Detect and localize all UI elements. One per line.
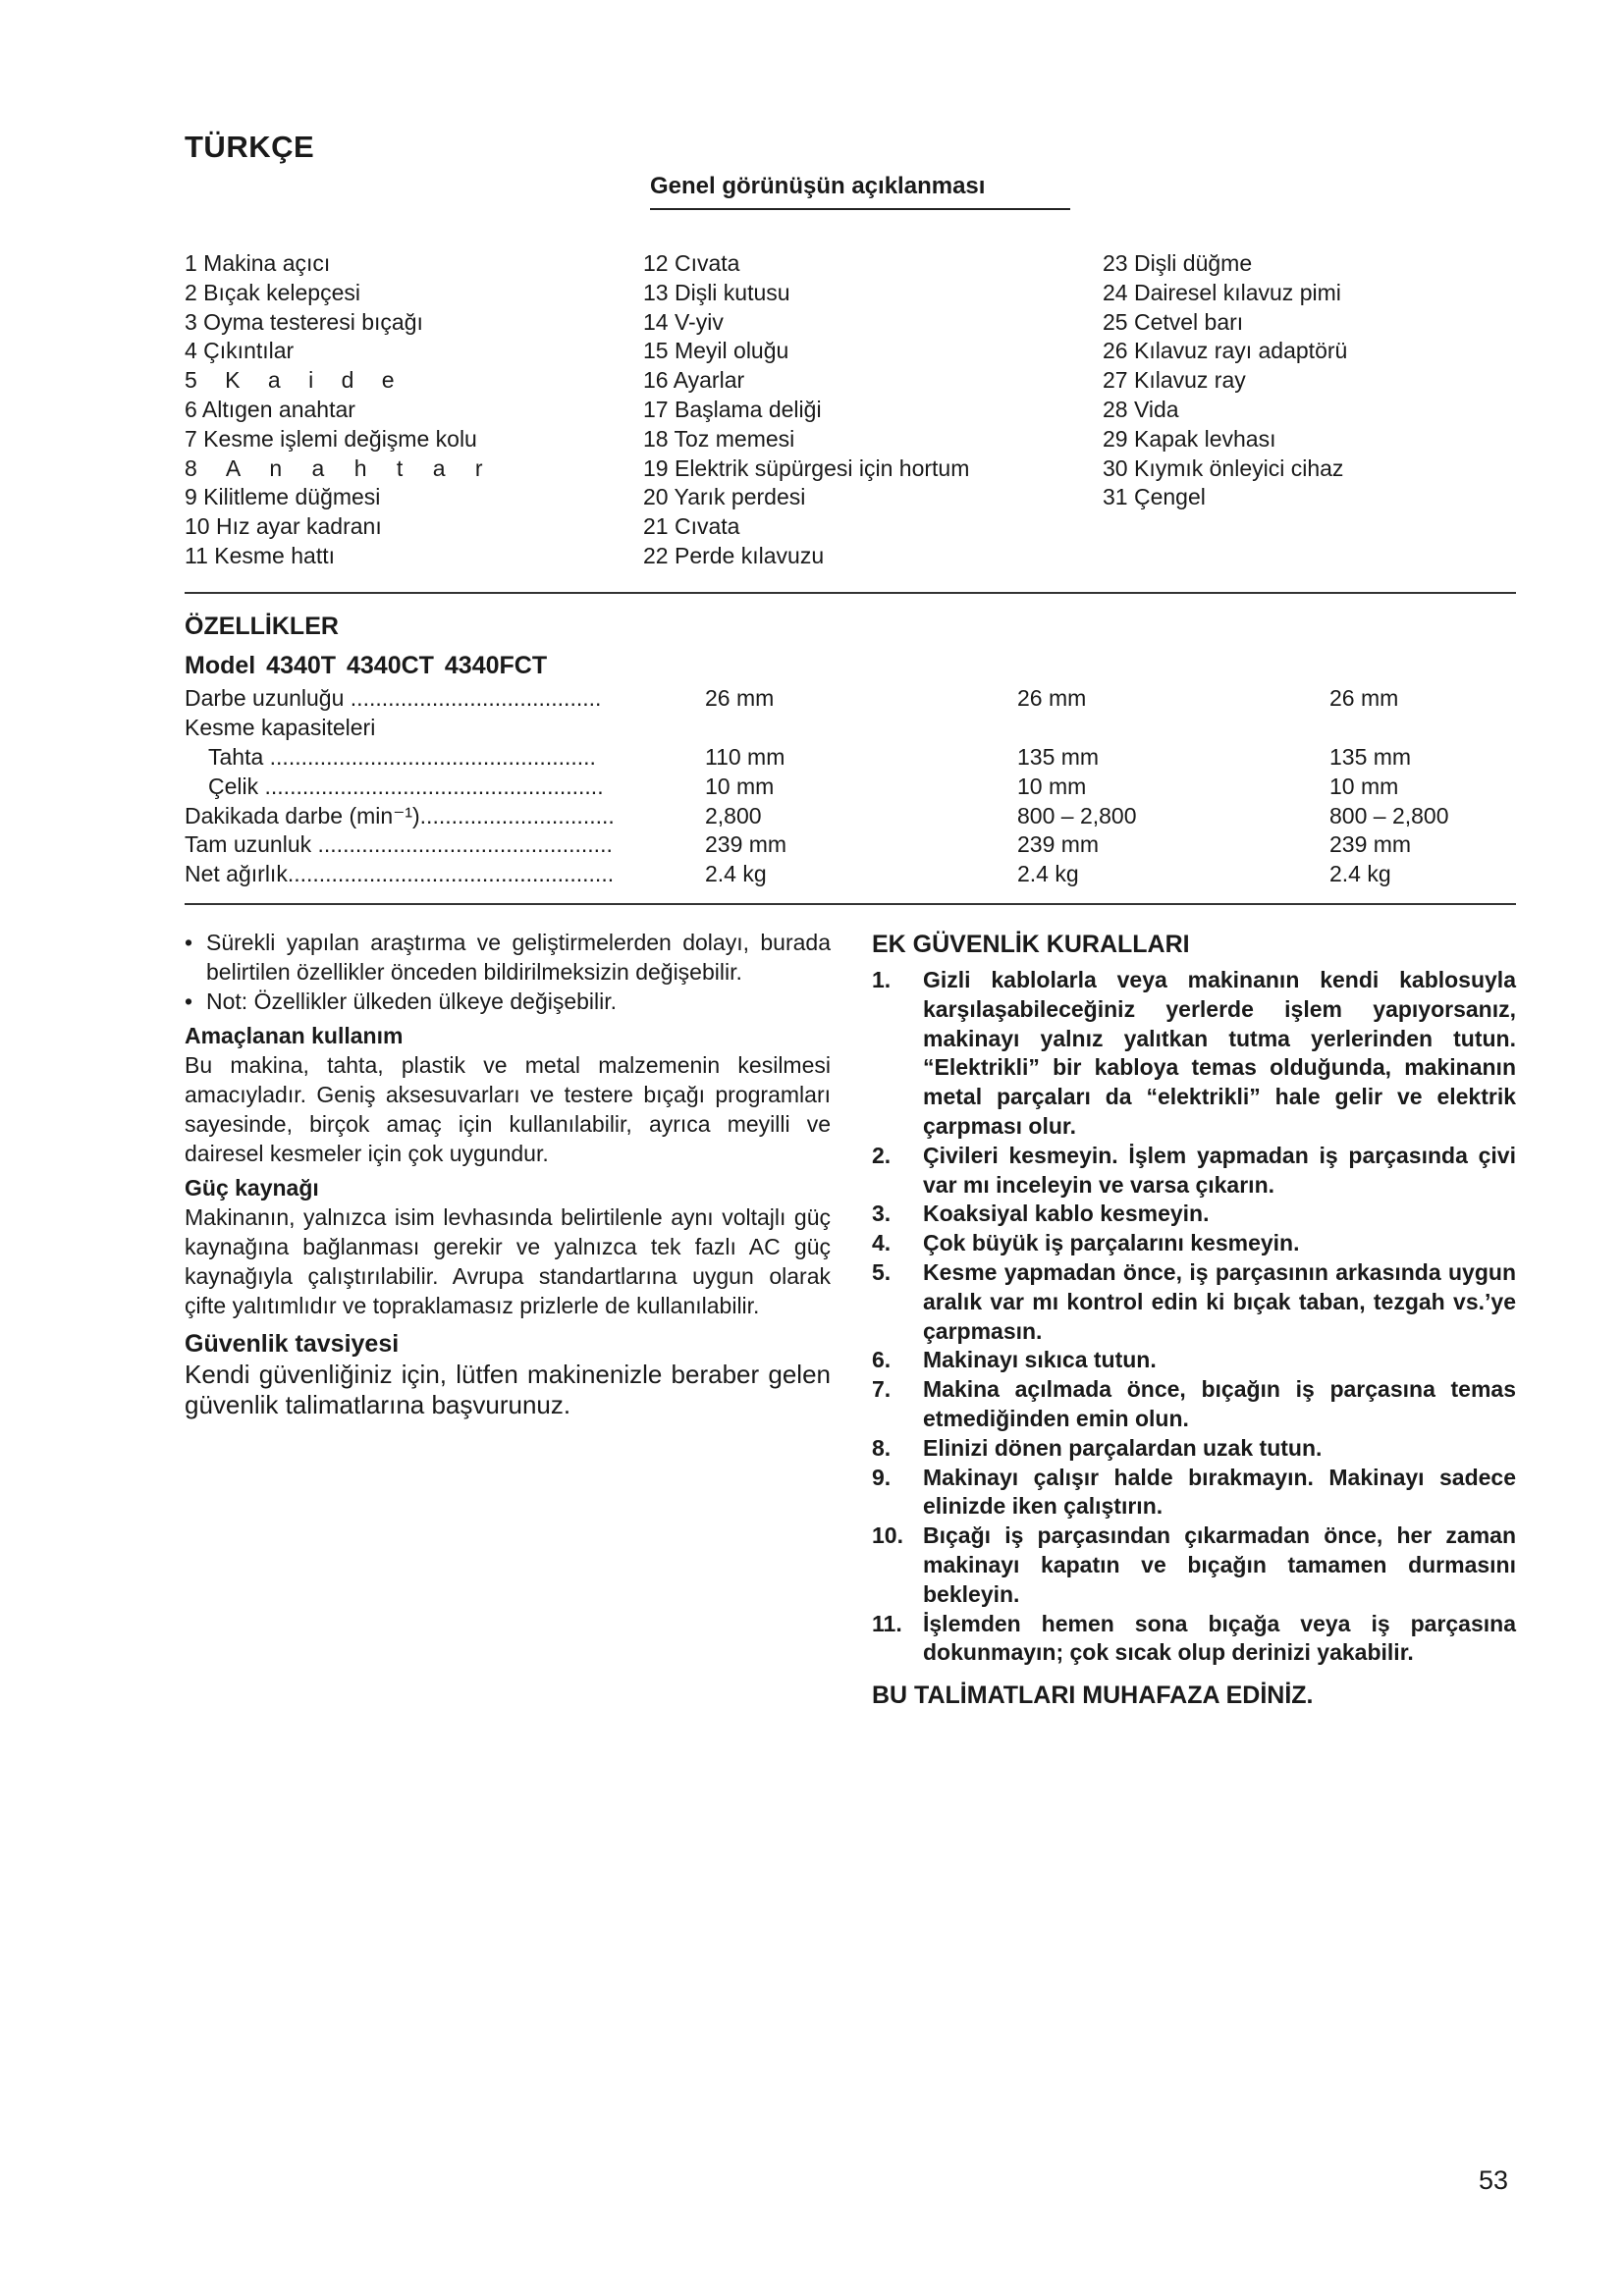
rule-number: 8. [872,1434,892,1461]
rule-number: 3. [872,1201,892,1227]
legend-item: 29 Kapak levhası [1103,425,1276,452]
legend-item: 16 Ayarlar [643,367,745,394]
legend-item: 22 Perde kılavuzu [643,542,825,568]
rule-item [872,1200,1516,1229]
rule-item [872,1142,1516,1201]
spec-value: 2.4 kg [1329,861,1391,886]
legend-item: 26 Kılavuz rayı adaptörü [1103,338,1348,364]
spec-row [185,801,1516,830]
rule-text: Makinayı çalışır halde bırakmayın. Makinayı sadece elinizde iken çalıştırın. [923,1464,1516,1520]
rule-item [872,966,1516,1142]
safety-advice-text: Kendi güvenliğiniz için, lütfen makinenizle beraber gelen güvenlik talimatlarına başvurunuz. [185,1360,831,1420]
rule-text: Bıçağı iş parçasından çıkarmadan önce, her zaman makinayı kapatın ve bıçağın tamamen durmasını bekleyin. [923,1522,1516,1607]
legend-item: 24 Dairesel kılavuz pimi [1103,279,1341,305]
rule-text: Gizli kablolarla veya makinanın kendi kablosuyla karşılaşabileceğiniz yerlerde işlem yapıyorsanız, makinayı yalnız yalıtkan tutma yerlerinden tutun. “Elektrikli” bir kabloya temas olduğunda, makinanın metal parçaları da “elektrikli” hale gelir ve elektrik çarpması olur. [923,967,1516,1139]
spec-label: Tam uzunluk ............................................... [185,831,613,857]
section-title: Genel görünüşün açıklanması [650,173,986,199]
rule-item [872,1434,1516,1464]
rule-number: 1. [872,967,892,992]
spec-value: 239 mm [1329,831,1412,857]
legend-item: 4 Çıkıntılar [185,338,295,364]
legend-item: 13 Dişli kutusu [643,279,790,305]
rule-item [872,1346,1516,1375]
spec-value: 110 mm [705,744,785,770]
rule-number: 9. [872,1464,892,1490]
rule-number: 6. [872,1347,892,1373]
spec-value: 800 – 2,800 [1017,803,1137,828]
rule-text: Makinayı sıkıca tutun. [923,1347,1157,1373]
specs-title: ÖZELLİKLER [185,613,339,640]
legend-item: 28 Vida [1103,396,1179,422]
rule-number: 7. [872,1376,892,1403]
legend-item: 20 Yarık perdesi [643,484,806,510]
power-supply-title: Güç kaynağı [185,1175,319,1201]
section-title-underline [650,208,1070,210]
specs-model-line: Model 4340T 4340CT 4340FCT [185,652,548,679]
legend-item: 23 Dişli düğme [1103,250,1253,276]
spec-label: Çelik ...................................................... [208,774,604,799]
legend-item: 14 V-yiv [643,308,724,335]
legend-column-2 [643,249,1105,571]
note-bullet [185,929,831,988]
divider [185,903,1516,905]
legend-item: 2 Bıçak kelepçesi [185,279,360,305]
spec-value: 10 mm [1329,774,1399,799]
legend-item: 1 Makina açıcı [185,250,331,276]
spec-row [185,829,1516,859]
spec-value: 10 mm [1017,774,1087,799]
rule-text: Çok büyük iş parçalarını kesmeyin. [923,1230,1300,1256]
rule-number: 11. [872,1610,902,1636]
rule-item [872,1258,1516,1346]
rule-text: Koaksiyal kablo kesmeyin. [923,1201,1210,1227]
safety-advice-title: Güvenlik tavsiyesi [185,1330,400,1359]
spec-label: Darbe uzunluğu ........................................ [185,685,602,711]
legend-item: 27 Kılavuz ray [1103,367,1246,394]
spec-label: Net ağırlık.................................................... [185,861,615,886]
rule-item [872,1375,1516,1434]
intended-use-title: Amaçlanan kullanım [185,1023,404,1049]
legend-column-1 [185,249,617,571]
spec-label: Kesme kapasiteleri [185,715,376,740]
spec-row [185,683,1516,713]
spec-label: Tahta .................................................... [208,744,596,770]
rule-item [872,1610,1516,1669]
legend-column-3 [1103,249,1535,512]
intended-use-text: Bu makina, tahta, plastik ve metal malzemenin kesilmesi amacıyladır. Geniş aksesuvarları ve testere bıçağı programları sayesinde, birçok amaç için kullanılabilir, ayrıca meyilli ve dairesel kesmeler için çok uygundur. [185,1052,831,1166]
rule-number: 2. [872,1142,892,1168]
spec-value: 800 – 2,800 [1329,803,1449,828]
legend-item: 7 Kesme işlemi değişme kolu [185,425,477,452]
rule-text: Elinizi dönen parçalardan uzak tutun. [923,1434,1323,1461]
spec-value: 2.4 kg [1017,861,1079,886]
note-text: Not: Özellikler ülkeden ülkeye değişebilir. [206,988,618,1014]
note-bullet [185,988,831,1017]
spec-value: 26 mm [1329,685,1399,711]
bullet-dot-icon: • [185,930,193,955]
keep-instructions-notice: BU TALİMATLARI MUHAFAZA EDİNİZ. [872,1682,1314,1710]
divider [185,592,1516,594]
rule-text: Çivileri kesmeyin. İşlem yapmadan iş parçasında çivi var mı inceleyin ve varsa çıkarın. [923,1142,1516,1198]
safety-rules-title: EK GÜVENLİK KURALLARI [872,931,1190,958]
rule-number: 4. [872,1230,892,1256]
spec-value: 135 mm [1329,744,1412,770]
legend-item: 25 Cetvel barı [1103,308,1244,335]
spec-value: 2,800 [705,803,762,828]
notes-column [185,929,831,1420]
rule-item [872,1464,1516,1522]
rule-item [872,1522,1516,1609]
spec-value: 239 mm [1017,831,1100,857]
legend-item: 19 Elektrik süpürgesi için hortum [643,454,970,481]
spec-row [185,859,1516,888]
spec-value: 2.4 kg [705,861,767,886]
note-text: Sürekli yapılan araştırma ve geliştirmelerden dolayı, burada belirtilen özellikler önceden bildirilmeksizin değişebilir. [206,930,831,985]
legend-item: 15 Meyil oluğu [643,338,789,364]
legend-item: 30 Kıymık önleyici cihaz [1103,454,1344,481]
spec-row [185,742,1516,772]
spec-value: 135 mm [1017,744,1100,770]
rule-item [872,1229,1516,1258]
spec-value: 26 mm [705,685,775,711]
spec-value: 26 mm [1017,685,1087,711]
rule-number: 10. [872,1522,903,1549]
rule-number: 5. [872,1258,892,1285]
legend-item: 11 Kesme hattı [185,542,335,568]
legend-item: 5 K a i d e [185,367,395,394]
power-supply-text: Makinanın, yalnızca isim levhasında belirtilenle aynı voltajlı güç kaynağına bağlanması gerekir ve yalnızca tek fazlı AC güç kaynağıyla çalıştırılabilir. Avrupa standartlarına uygun olarak çifte yalıtımlıdır ve topraklamasız prizlerle de kullanılabilir. [185,1204,831,1318]
legend-item: 17 Başlama deliği [643,396,822,422]
legend-item: 12 Cıvata [643,250,740,276]
rule-text: Kesme yapmadan önce, iş parçasının arkasında uygun aralık var mı kontrol edin ki bıçak taban, tezgah vs.’ye çarpmasın. [923,1258,1516,1344]
legend-item: 3 Oyma testeresi bıçağı [185,308,423,335]
spec-row [185,772,1516,801]
legend-item: 6 Altıgen anahtar [185,396,355,422]
spec-value: 10 mm [705,774,775,799]
legend-item: 8 A n a h t a r [185,454,483,481]
rule-text: İşlemden hemen sona bıçağa veya iş parçasına dokunmayın; çok sıcak olup derinizi yakabilir. [923,1610,1516,1666]
spec-label: Dakikada darbe (min⁻¹)............................... [185,803,615,828]
spec-value: 239 mm [705,831,787,857]
spec-row [185,713,1516,742]
legend-item: 21 Cıvata [643,513,740,540]
legend-item: 18 Toz memesi [643,425,795,452]
legend-item: 31 Çengel [1103,484,1206,510]
bullet-dot-icon: • [185,988,193,1014]
safety-rules-column [872,929,1516,1711]
page-number: 53 [1479,2165,1509,2195]
legend-item: 9 Kilitleme düğmesi [185,484,381,510]
legend-item: 10 Hız ayar kadranı [185,513,382,540]
language-title: TÜRKÇE [185,130,315,164]
rule-text: Makina açılmada önce, bıçağın iş parçasına temas etmediğinden emin olun. [923,1376,1516,1431]
